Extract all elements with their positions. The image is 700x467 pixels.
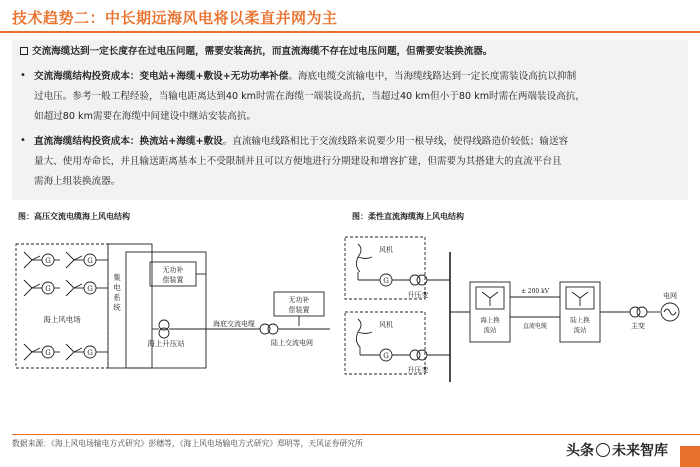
vsc-hvdc-diagram xyxy=(340,222,695,422)
offshore-converter-label: 流站 xyxy=(483,326,497,334)
offshore-converter-label: 海上换 xyxy=(480,316,500,324)
collector-label: 集电系统 xyxy=(113,273,121,312)
ac-line-3: 如超过80 km需要在海缆中间建设中继站安装高抗。 xyxy=(34,111,257,122)
watermark-icon xyxy=(596,443,610,457)
main-transformer-label: 主变 xyxy=(631,322,645,330)
dc-line-2: 量大、使用寿命长，并且输送距离基本上不受限制并且可以方便地进行分期建设和增容扩建，但需要为其搭建大的直流平台且 xyxy=(34,156,562,167)
corner-tab xyxy=(680,446,700,467)
cable-label: 海底交流电缆 xyxy=(213,320,255,328)
bullet-icon: • xyxy=(20,70,26,81)
fan-icon xyxy=(356,319,372,347)
checkbox-icon xyxy=(20,47,28,55)
fan-label: 风机 xyxy=(379,321,393,329)
platform-label: 海上升压站 xyxy=(147,339,185,348)
hvac-diagram xyxy=(10,222,340,422)
generator-label: G xyxy=(383,277,389,285)
onshore-converter-label: 陆上换 xyxy=(570,316,590,324)
dc-cable-label: 直流电缆 xyxy=(522,323,548,330)
generator-label: G xyxy=(45,349,51,357)
page-title: 技术趋势二：中长期远海风电将以柔直并网为主 xyxy=(12,9,338,27)
reactive-label: 偿装置 xyxy=(288,306,310,314)
onshore-converter-label: 流站 xyxy=(573,326,587,334)
title-divider xyxy=(0,31,700,33)
generator-label: G xyxy=(87,257,93,265)
watermark-text: 头条 xyxy=(566,443,594,459)
bullet-icon: • xyxy=(20,135,26,146)
dc-line-3: 需海上组装换流器。 xyxy=(34,176,121,187)
summary-headline xyxy=(20,46,493,58)
generator-label: G xyxy=(87,349,93,357)
reactive-label: 无功补 xyxy=(162,266,184,274)
ac-text-1: 。海底电缆交流输电中，当海缆线路达到一定长度需装设高抗以抑制 xyxy=(288,71,577,82)
generator-label: G xyxy=(383,352,389,360)
right-figure-caption: 图：柔性直流海缆海上风电结构 xyxy=(352,212,464,221)
fan-icon xyxy=(356,244,372,272)
ac-items: 变电站+海缆+敷设+无功功率补偿 xyxy=(139,71,289,82)
dc-line-1 xyxy=(34,136,568,148)
wind-farm-label: 海上风电场 xyxy=(43,315,81,324)
ac-line-2: 过电压。参考一般工程经验，当输电距离达到40 km时需在海缆一端装设高抗，当超过40 km但小于80 km时需在两端装设高抗， xyxy=(34,91,585,102)
left-figure-caption: 图：高压交流电缆海上风电结构 xyxy=(18,212,130,221)
watermark xyxy=(566,440,668,460)
grid-label: 电网 xyxy=(663,292,677,300)
grid-label: 陆上交流电网 xyxy=(271,339,313,347)
generator-label: G xyxy=(87,285,93,293)
source-note: 数据来源：《海上风电场输电方式研究》彭穗等，《海上风电场输电方式研究》郑明等，天风证券研究所 xyxy=(12,439,363,448)
dc-items: 换流站+海缆+敷设 xyxy=(139,136,223,147)
watermark-text: 未来智库 xyxy=(612,443,668,459)
reactive-label: 偿装置 xyxy=(162,276,184,284)
summary-box xyxy=(12,40,688,200)
ac-line-1 xyxy=(34,71,576,83)
footer-divider xyxy=(12,434,700,435)
dc-label: 直流海缆结构投资成本： xyxy=(34,136,140,147)
transformer-icon xyxy=(159,320,169,330)
step-up-label: 升压变 xyxy=(407,291,429,299)
fan-label: 风机 xyxy=(379,246,393,254)
headline-text: 交流海缆达到一定长度存在过电压问题，需要安装高抗，而直流海缆不存在过电压问题，但需要安装换流器。 xyxy=(32,46,493,57)
ac-label: 交流海缆结构投资成本： xyxy=(34,71,140,82)
generator-label: G xyxy=(45,257,51,265)
dc-voltage-label: ± 200 kV xyxy=(520,288,550,295)
dc-text-1: 。直流输电线路相比于交流线路来说要少用一根导线，使得线路造价较低；输送容 xyxy=(222,136,569,147)
generator-label: G xyxy=(45,285,51,293)
reactive-label: 无功补 xyxy=(288,296,310,304)
step-up-label: 升压变 xyxy=(407,366,429,374)
